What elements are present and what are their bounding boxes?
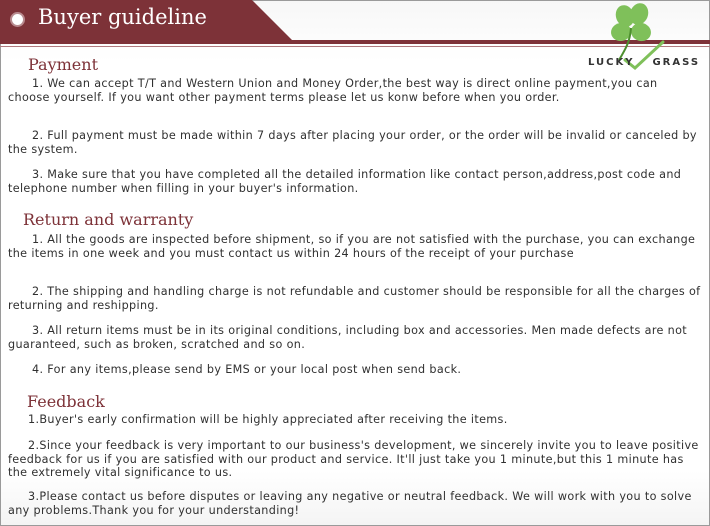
payment-item-3: 3. Make sure that you have completed all the detailed information like contact person,address,post code and telephone number when filling in your buyer's information. bbox=[8, 168, 682, 195]
return-item-3: 3. All return items must be in its original conditions, including box and accessories. Men made defects are not guaranteed, such as broken, scratched and so on. bbox=[8, 324, 688, 351]
payment-item-2: 2. Full payment must be made within 7 days after placing your order, or the order will be invalid or canceled by the system. bbox=[8, 129, 697, 156]
feedback-item-3: 3.Please contact us before disputes or leaving any negative or neutral feedback. We will work with you to solve any problems.Thank you for your understanding! bbox=[8, 490, 692, 517]
page-title: Buyer guideline bbox=[38, 5, 207, 29]
return-item-2: 2. The shipping and handling charge is not refundable and customer should be responsible for all the charges of returning and reshipping. bbox=[8, 285, 701, 312]
payment-item-1: 1. We can accept T/T and Western Union and Money Order,the best way is direct online payment,you can choose yourself. If you want other payment terms please let us konw before when you order. bbox=[8, 77, 658, 104]
bullet-icon bbox=[12, 14, 23, 25]
return-item-1: 1. All the goods are inspected before shipment, so if you are not satisfied with the purchase, you can exchange the items in one week and you must contact us within 24 hours of the receipt of your purchase bbox=[8, 233, 696, 260]
section-heading-payment: Payment bbox=[28, 55, 98, 74]
return-item-4: 4. For any items,please send by EMS or your local post when send back. bbox=[32, 363, 462, 376]
brand-wordmark: LUCKY GRASS bbox=[588, 57, 701, 68]
feedback-item-2: 2.Since your feedback is very important to our business's development, we sincerely invite you to leave positive feedback for us if you are satisfied with our product and service. It'll just take you 1 minute,but this 1 minute has the extremely vital significance to us. bbox=[8, 439, 699, 479]
section-heading-return: Return and warranty bbox=[23, 210, 194, 229]
section-heading-feedback: Feedback bbox=[27, 392, 105, 411]
feedback-item-1: 1.Buyer's early confirmation will be highly appreciated after receiving the items. bbox=[28, 413, 508, 426]
